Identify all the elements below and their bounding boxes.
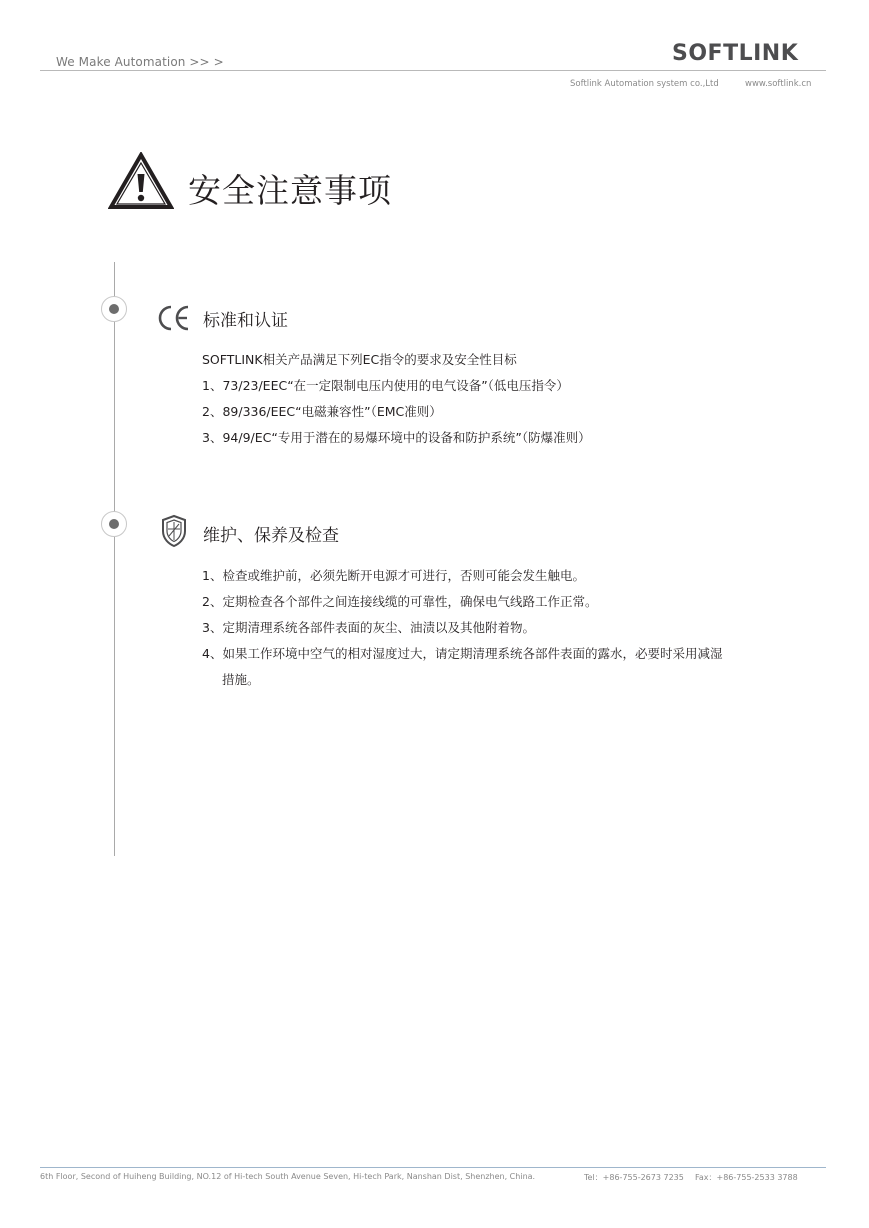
header-divider: [40, 70, 826, 71]
website-link[interactable]: www.softlink.cn: [745, 79, 812, 89]
footer-tel: Tel：+86-755-2673 7235: [584, 1173, 684, 1182]
timeline-line: [114, 262, 115, 856]
standards-line-3: 2、89/336/EEC“电磁兼容性”（EMC准则）: [202, 404, 442, 419]
brand-logo: SOFTLINK: [672, 41, 799, 66]
maintenance-line-1: 1、检查或维护前，必须先断开电源才可进行，否则可能会发生触电。: [202, 568, 585, 583]
maintenance-line-3: 3、定期清理系统各部件表面的灰尘、油渍以及其他附着物。: [202, 620, 535, 635]
standards-line-2: 1、73/23/EEC“在一定限制电压内使用的电气设备”（低电压指令）: [202, 378, 569, 393]
section-title-maintenance: 维护、保养及检查: [203, 526, 339, 546]
ce-mark-icon: [155, 304, 191, 332]
maintenance-line-4: 4、如果工作环境中空气的相对湿度过大，请定期清理系统各部件表面的露水，必要时采用减湿: [202, 646, 723, 661]
timeline-node-2: [101, 511, 127, 537]
warning-triangle-icon: [108, 152, 174, 210]
shield-icon: [160, 514, 188, 548]
maintenance-line-4-continued: 措施。: [222, 672, 260, 687]
standards-line-4: 3、94/9/EC“专用于潜在的易爆环境中的设备和防护系统”（防爆准则）: [202, 430, 591, 445]
company-name: Softlink Automation system co.,Ltd: [570, 79, 719, 89]
standards-line-1: SOFTLINK相关产品满足下列EC指令的要求及安全性目标: [202, 352, 517, 367]
timeline-node-1: [101, 296, 127, 322]
footer-address: 6th Floor, Second of Huiheng Building, NO.12 of Hi-tech South Avenue Seven, Hi-tech Park, Nanshan Dist, Shenzhen, China.: [40, 1172, 536, 1181]
section-title-standards: 标准和认证: [203, 311, 288, 331]
header-tagline: We Make Automation >> >: [56, 55, 224, 69]
footer-fax: Fax：+86-755-2533 3788: [695, 1173, 798, 1182]
page-title: 安全注意事项: [188, 171, 392, 210]
footer-divider: [40, 1167, 826, 1168]
maintenance-line-2: 2、定期检查各个部件之间连接线缆的可靠性，确保电气线路工作正常。: [202, 594, 598, 609]
